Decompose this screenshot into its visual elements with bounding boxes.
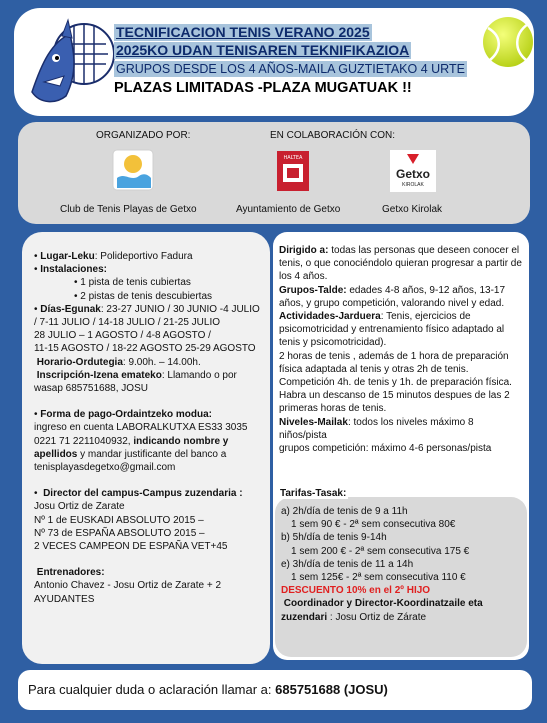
activities-text: Actividades-Jarduera: Tenis, ejercicios de psicomotricidad y entrenamiento físico adaptado al tenis y psicomotricidad).: [279, 311, 505, 349]
coordinator-text: Coordinador y Director-Koordinatzaile eta zuzendari : Josu Ortiz de Zárate: [281, 598, 483, 623]
coaches-label: Entrenadores:: [36, 567, 105, 579]
organized-by-label: ORGANIZADO POR:: [96, 130, 191, 141]
audience-text: Dirigido a: todas las personas que deseen conocer el tenis, o que conociéndolo quieran progresar a partir de los 4 años.: [279, 245, 522, 283]
groups-text: Grupos-Talde: edades 4-8 años, 9-12 años, 13-17 años, y grupo competición, valorando nivel y edad.: [279, 284, 506, 309]
venue-line: • Lugar-Leku: Polideportivo Fadura: [34, 251, 193, 262]
getxo-kirolak-logo: [390, 150, 436, 192]
contact-phone[interactable]: 685751688 (JOSU): [275, 682, 388, 697]
dates-line: • Días-Egunak: 23-27 JUNIO / 30 JUNIO -4 JULIO / 7-11 JULIO / 14-18 JULIO / 21-25 JULIO: [34, 303, 260, 329]
shark-mascot-logo: [22, 12, 122, 112]
discount-text: DESCUENTO 10% en el 2º HIJO: [281, 585, 431, 597]
collaboration-label: EN COLABORACIÓN CON:: [270, 130, 396, 141]
hours-text: 2 horas de tenis , además de 1 hora de preparación física adaptada al tenis y otras 2h de tenis.: [279, 350, 509, 375]
director-line: 2 VECES CAMPEON DE ESPAÑA VET+45: [34, 541, 228, 553]
title-spanish: TECNIFICACION TENIS VERANO 2025: [116, 24, 370, 40]
payment-label: • Forma de pago-Ordaintzeko modua:: [34, 409, 212, 421]
getxo-kirolak-name: Getxo Kirolak: [382, 204, 443, 215]
header-panel: [14, 8, 534, 116]
contact-text: Para cualquier duda o aclaración llamar a:: [28, 682, 276, 697]
fee-e: e) 3h/día de tenis de 11 a 14h: [281, 558, 414, 570]
director-line: Nº 73 de ESPAÑA ABSOLUTO 2015 –: [34, 527, 205, 539]
title-basque: 2025KO UDAN TENISAREN TEKNIFIKAZIOA: [116, 42, 410, 58]
club-tenis-logo: [111, 148, 155, 192]
competition-text: Competición 4h. de tenis y 1h. de preparación física. Habra un descanso de 15 minutos despues de las 2 primeras horas de tenis.: [279, 377, 512, 415]
getxo-logo-text: Getxo: [395, 167, 431, 181]
fee-e-prices: 1 sem 125€ - 2ª sem consecutiva 110 €: [291, 572, 466, 584]
levels-text: Niveles-Mailak: todos los niveles máximo 8 niños/pista: [279, 416, 474, 441]
levels-competition-text: grupos competición: máximo 4-6 personas/pista: [279, 443, 492, 455]
facility-item: • 1 pista de tenis cubiertas: [74, 277, 191, 289]
organizers-panel: [18, 122, 530, 224]
limited-places-line: PLAZAS LIMITADAS -PLAZA MUGATUAK !!: [114, 80, 412, 96]
tennis-ball-icon: [480, 14, 534, 70]
dates-line-3: 11-15 AGOSTO / 18-22 AGOSTO 25-29 AGOSTO: [34, 343, 256, 355]
director-line: Josu Ortiz de Zarate: [34, 501, 125, 513]
schedule-line: Horario-Ordutegia: 9.00h. – 14.00h.: [36, 356, 201, 368]
director-line: Nº 1 de EUSKADI ABSOLUTO 2015 –: [34, 514, 204, 526]
fees-label: Tarifas-Tasak:: [280, 488, 347, 499]
getxo-logo-subtext: KIROLAK: [402, 182, 424, 188]
facility-item: • 2 pistas de tenis descubiertas: [74, 290, 213, 302]
fees-panel: [275, 497, 527, 657]
registration-line: Inscripción-Izena emateko: Llamando o por wasap 685751688, JOSU: [34, 369, 237, 395]
facilities-label: • Instalaciones:: [34, 264, 107, 276]
title-block: [114, 24, 504, 97]
ayuntamiento-name: Ayuntamiento de Getxo: [236, 204, 341, 215]
groups-line: GRUPOS DESDE LOS 4 AÑOS-MAILA GUZTIETAKO 4 URTE: [116, 62, 465, 76]
club-tenis-name: Club de Tenis Playas de Getxo: [60, 204, 197, 215]
coaches-text: Antonio Chavez - Josu Ortiz de Zarate + 2 AYUDANTES: [34, 580, 222, 605]
ayuntamiento-getxo-logo: [276, 150, 310, 192]
payment-text: ingreso en cuenta LABORALKUTXA ES33 3035 0221 71 2211040932, indicando nombre y apellidos y mandar justificante del banco a tenisplayasdegetxo@gmail.com: [34, 422, 248, 474]
director-label: • Director del campus-Campus zuzendaria :: [34, 488, 243, 500]
dates-line-2: 28 JULIO – 1 AGOSTO / 4-8 AGOSTO /: [34, 330, 211, 342]
fee-b: b) 5h/día de tenis 9-14h: [281, 532, 387, 544]
fee-b-prices: 1 sem 200 € - 2ª sem consecutiva 175 €: [291, 545, 470, 557]
fee-a: a) 2h/día de tenis de 9 a 11h: [281, 506, 408, 517]
contact-footer: [18, 670, 532, 710]
info-left-panel: [22, 232, 270, 664]
council-logo-text: HALTEA: [283, 155, 303, 161]
fee-a-prices: 1 sem 90 € - 2ª sem consecutiva 80€: [291, 519, 456, 531]
